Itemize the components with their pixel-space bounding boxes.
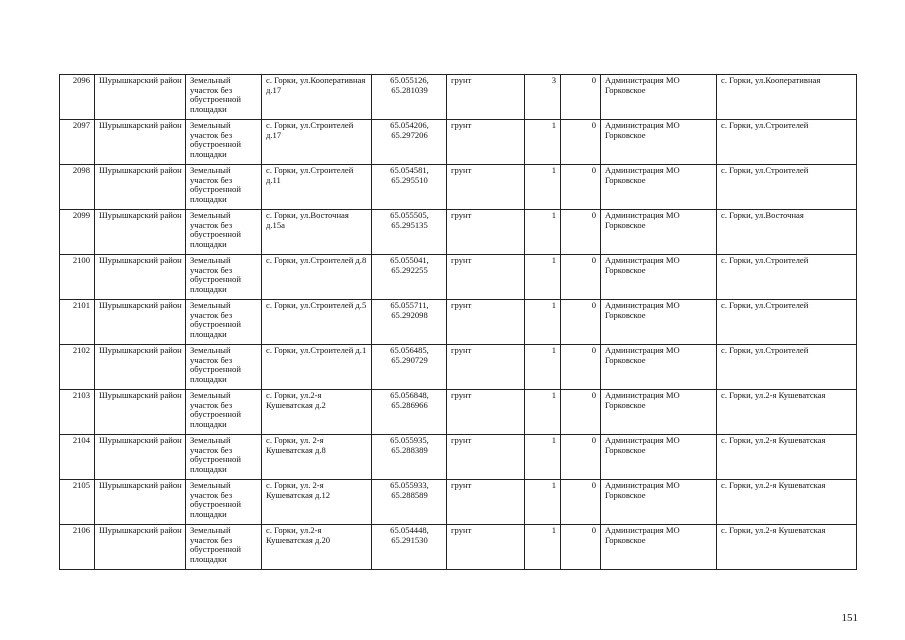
cell-id: 2097: [60, 120, 95, 165]
cell-owner: Администрация МО Горковское: [601, 255, 717, 300]
cell-owner: Администрация МО Горковское: [601, 120, 717, 165]
cell-id: 2098: [60, 165, 95, 210]
cell-owner: Администрация МО Горковское: [601, 75, 717, 120]
cell-id: 2096: [60, 75, 95, 120]
cell-district: Шурышкарский район: [95, 480, 186, 525]
cell-address: с. Горки, ул.Строителей д.1: [262, 345, 372, 390]
cell-object-type: Земельный участок без обустроенной площадки: [186, 255, 262, 300]
cell-district: Шурышкарский район: [95, 75, 186, 120]
cell-coordinates: 65.054206, 65.297206: [372, 120, 447, 165]
table-row: [60, 210, 857, 255]
cell-owner: Администрация МО Горковское: [601, 300, 717, 345]
cell-surface: грунт: [447, 345, 525, 390]
cell-location: с. Горки, ул.Строителей: [717, 165, 857, 210]
cell-coordinates: 65.056848, 65.286966: [372, 390, 447, 435]
cell-owner: Администрация МО Горковское: [601, 165, 717, 210]
cell-id: 2103: [60, 390, 95, 435]
table-row: [60, 165, 857, 210]
cell-surface: грунт: [447, 525, 525, 570]
cell-id: 2106: [60, 525, 95, 570]
cell-location: с. Горки, ул.2-я Кушеватская: [717, 480, 857, 525]
cell-count-1: 1: [525, 435, 561, 480]
table-row: [60, 255, 857, 300]
cell-location: с. Горки, ул.2-я Кушеватская: [717, 525, 857, 570]
table-row: [60, 120, 857, 165]
cell-address: с. Горки, ул.Строителей д.5: [262, 300, 372, 345]
cell-owner: Администрация МО Горковское: [601, 345, 717, 390]
table-row: [60, 525, 857, 570]
cell-address: с. Горки, ул.Строителей д.11: [262, 165, 372, 210]
cell-address: с. Горки, ул.Кооперативная д.17: [262, 75, 372, 120]
cell-owner: Администрация МО Горковское: [601, 435, 717, 480]
cell-count-2: 0: [561, 255, 601, 300]
cell-count-2: 0: [561, 525, 601, 570]
cell-district: Шурышкарский район: [95, 435, 186, 480]
cell-address: с. Горки, ул. 2-я Кушеватская д.8: [262, 435, 372, 480]
cell-object-type: Земельный участок без обустроенной площадки: [186, 165, 262, 210]
cell-location: с. Горки, ул.Восточная: [717, 210, 857, 255]
cell-count-2: 0: [561, 480, 601, 525]
cell-count-1: 1: [525, 345, 561, 390]
cell-address: с. Горки, ул.Строителей д.17: [262, 120, 372, 165]
cell-object-type: Земельный участок без обустроенной площадки: [186, 345, 262, 390]
cell-address: с. Горки, ул. 2-я Кушеватская д.12: [262, 480, 372, 525]
cell-count-1: 1: [525, 255, 561, 300]
cell-coordinates: 65.055711, 65.292098: [372, 300, 447, 345]
cell-location: с. Горки, ул.2-я Кушеватская: [717, 435, 857, 480]
cell-district: Шурышкарский район: [95, 255, 186, 300]
cell-location: с. Горки, ул.Строителей: [717, 300, 857, 345]
cell-object-type: Земельный участок без обустроенной площадки: [186, 120, 262, 165]
cell-address: с. Горки, ул.2-я Кушеватская д.2: [262, 390, 372, 435]
cell-count-2: 0: [561, 75, 601, 120]
cell-count-2: 0: [561, 435, 601, 480]
table-row: [60, 390, 857, 435]
cell-owner: Администрация МО Горковское: [601, 390, 717, 435]
cell-address: с. Горки, ул.2-я Кушеватская д.20: [262, 525, 372, 570]
cell-count-2: 0: [561, 210, 601, 255]
cell-count-1: 3: [525, 75, 561, 120]
table-row: [60, 300, 857, 345]
cell-coordinates: 65.055041, 65.292255: [372, 255, 447, 300]
cell-surface: грунт: [447, 120, 525, 165]
cell-owner: Администрация МО Горковское: [601, 525, 717, 570]
cell-location: с. Горки, ул.2-я Кушеватская: [717, 390, 857, 435]
cell-district: Шурышкарский район: [95, 345, 186, 390]
cell-coordinates: 65.055126, 65.281039: [372, 75, 447, 120]
cell-surface: грунт: [447, 435, 525, 480]
cell-count-1: 1: [525, 525, 561, 570]
table-row: [60, 480, 857, 525]
cell-owner: Администрация МО Горковское: [601, 480, 717, 525]
cell-object-type: Земельный участок без обустроенной площадки: [186, 210, 262, 255]
cell-count-2: 0: [561, 300, 601, 345]
cell-coordinates: 65.054581, 65.295510: [372, 165, 447, 210]
cell-district: Шурышкарский район: [95, 210, 186, 255]
table-row: [60, 435, 857, 480]
cell-surface: грунт: [447, 255, 525, 300]
cell-address: с. Горки, ул.Восточная д.15а: [262, 210, 372, 255]
cell-district: Шурышкарский район: [95, 300, 186, 345]
cell-surface: грунт: [447, 75, 525, 120]
cell-district: Шурышкарский район: [95, 525, 186, 570]
cell-count-1: 1: [525, 120, 561, 165]
cell-object-type: Земельный участок без обустроенной площадки: [186, 480, 262, 525]
cell-coordinates: 65.056485, 65.290729: [372, 345, 447, 390]
cell-count-2: 0: [561, 345, 601, 390]
cell-id: 2102: [60, 345, 95, 390]
cell-coordinates: 65.055935, 65.288389: [372, 435, 447, 480]
cell-count-2: 0: [561, 120, 601, 165]
cell-id: 2101: [60, 300, 95, 345]
cell-count-2: 0: [561, 165, 601, 210]
cell-count-1: 1: [525, 300, 561, 345]
cell-id: 2104: [60, 435, 95, 480]
cell-count-2: 0: [561, 390, 601, 435]
cell-id: 2100: [60, 255, 95, 300]
registry-table: [59, 74, 857, 570]
cell-count-1: 1: [525, 165, 561, 210]
cell-coordinates: 65.055933, 65.288589: [372, 480, 447, 525]
cell-district: Шурышкарский район: [95, 165, 186, 210]
table-row: [60, 345, 857, 390]
cell-object-type: Земельный участок без обустроенной площадки: [186, 390, 262, 435]
cell-count-1: 1: [525, 210, 561, 255]
cell-object-type: Земельный участок без обустроенной площадки: [186, 300, 262, 345]
cell-object-type: Земельный участок без обустроенной площадки: [186, 525, 262, 570]
table-row: [60, 75, 857, 120]
cell-coordinates: 65.054448, 65.291530: [372, 525, 447, 570]
cell-coordinates: 65.055505, 65.295135: [372, 210, 447, 255]
cell-count-1: 1: [525, 480, 561, 525]
cell-location: с. Горки, ул.Кооперативная: [717, 75, 857, 120]
cell-surface: грунт: [447, 210, 525, 255]
cell-object-type: Земельный участок без обустроенной площадки: [186, 75, 262, 120]
cell-district: Шурышкарский район: [95, 390, 186, 435]
cell-surface: грунт: [447, 480, 525, 525]
cell-location: с. Горки, ул.Строителей: [717, 345, 857, 390]
page-number: 151: [841, 612, 858, 624]
cell-id: 2105: [60, 480, 95, 525]
cell-count-1: 1: [525, 390, 561, 435]
cell-location: с. Горки, ул.Строителей: [717, 120, 857, 165]
cell-surface: грунт: [447, 390, 525, 435]
cell-surface: грунт: [447, 165, 525, 210]
cell-owner: Администрация МО Горковское: [601, 210, 717, 255]
cell-object-type: Земельный участок без обустроенной площадки: [186, 435, 262, 480]
cell-location: с. Горки, ул.Строителей: [717, 255, 857, 300]
cell-id: 2099: [60, 210, 95, 255]
cell-surface: грунт: [447, 300, 525, 345]
table-body: [60, 75, 857, 570]
cell-district: Шурышкарский район: [95, 120, 186, 165]
cell-address: с. Горки, ул.Строителей д.8: [262, 255, 372, 300]
